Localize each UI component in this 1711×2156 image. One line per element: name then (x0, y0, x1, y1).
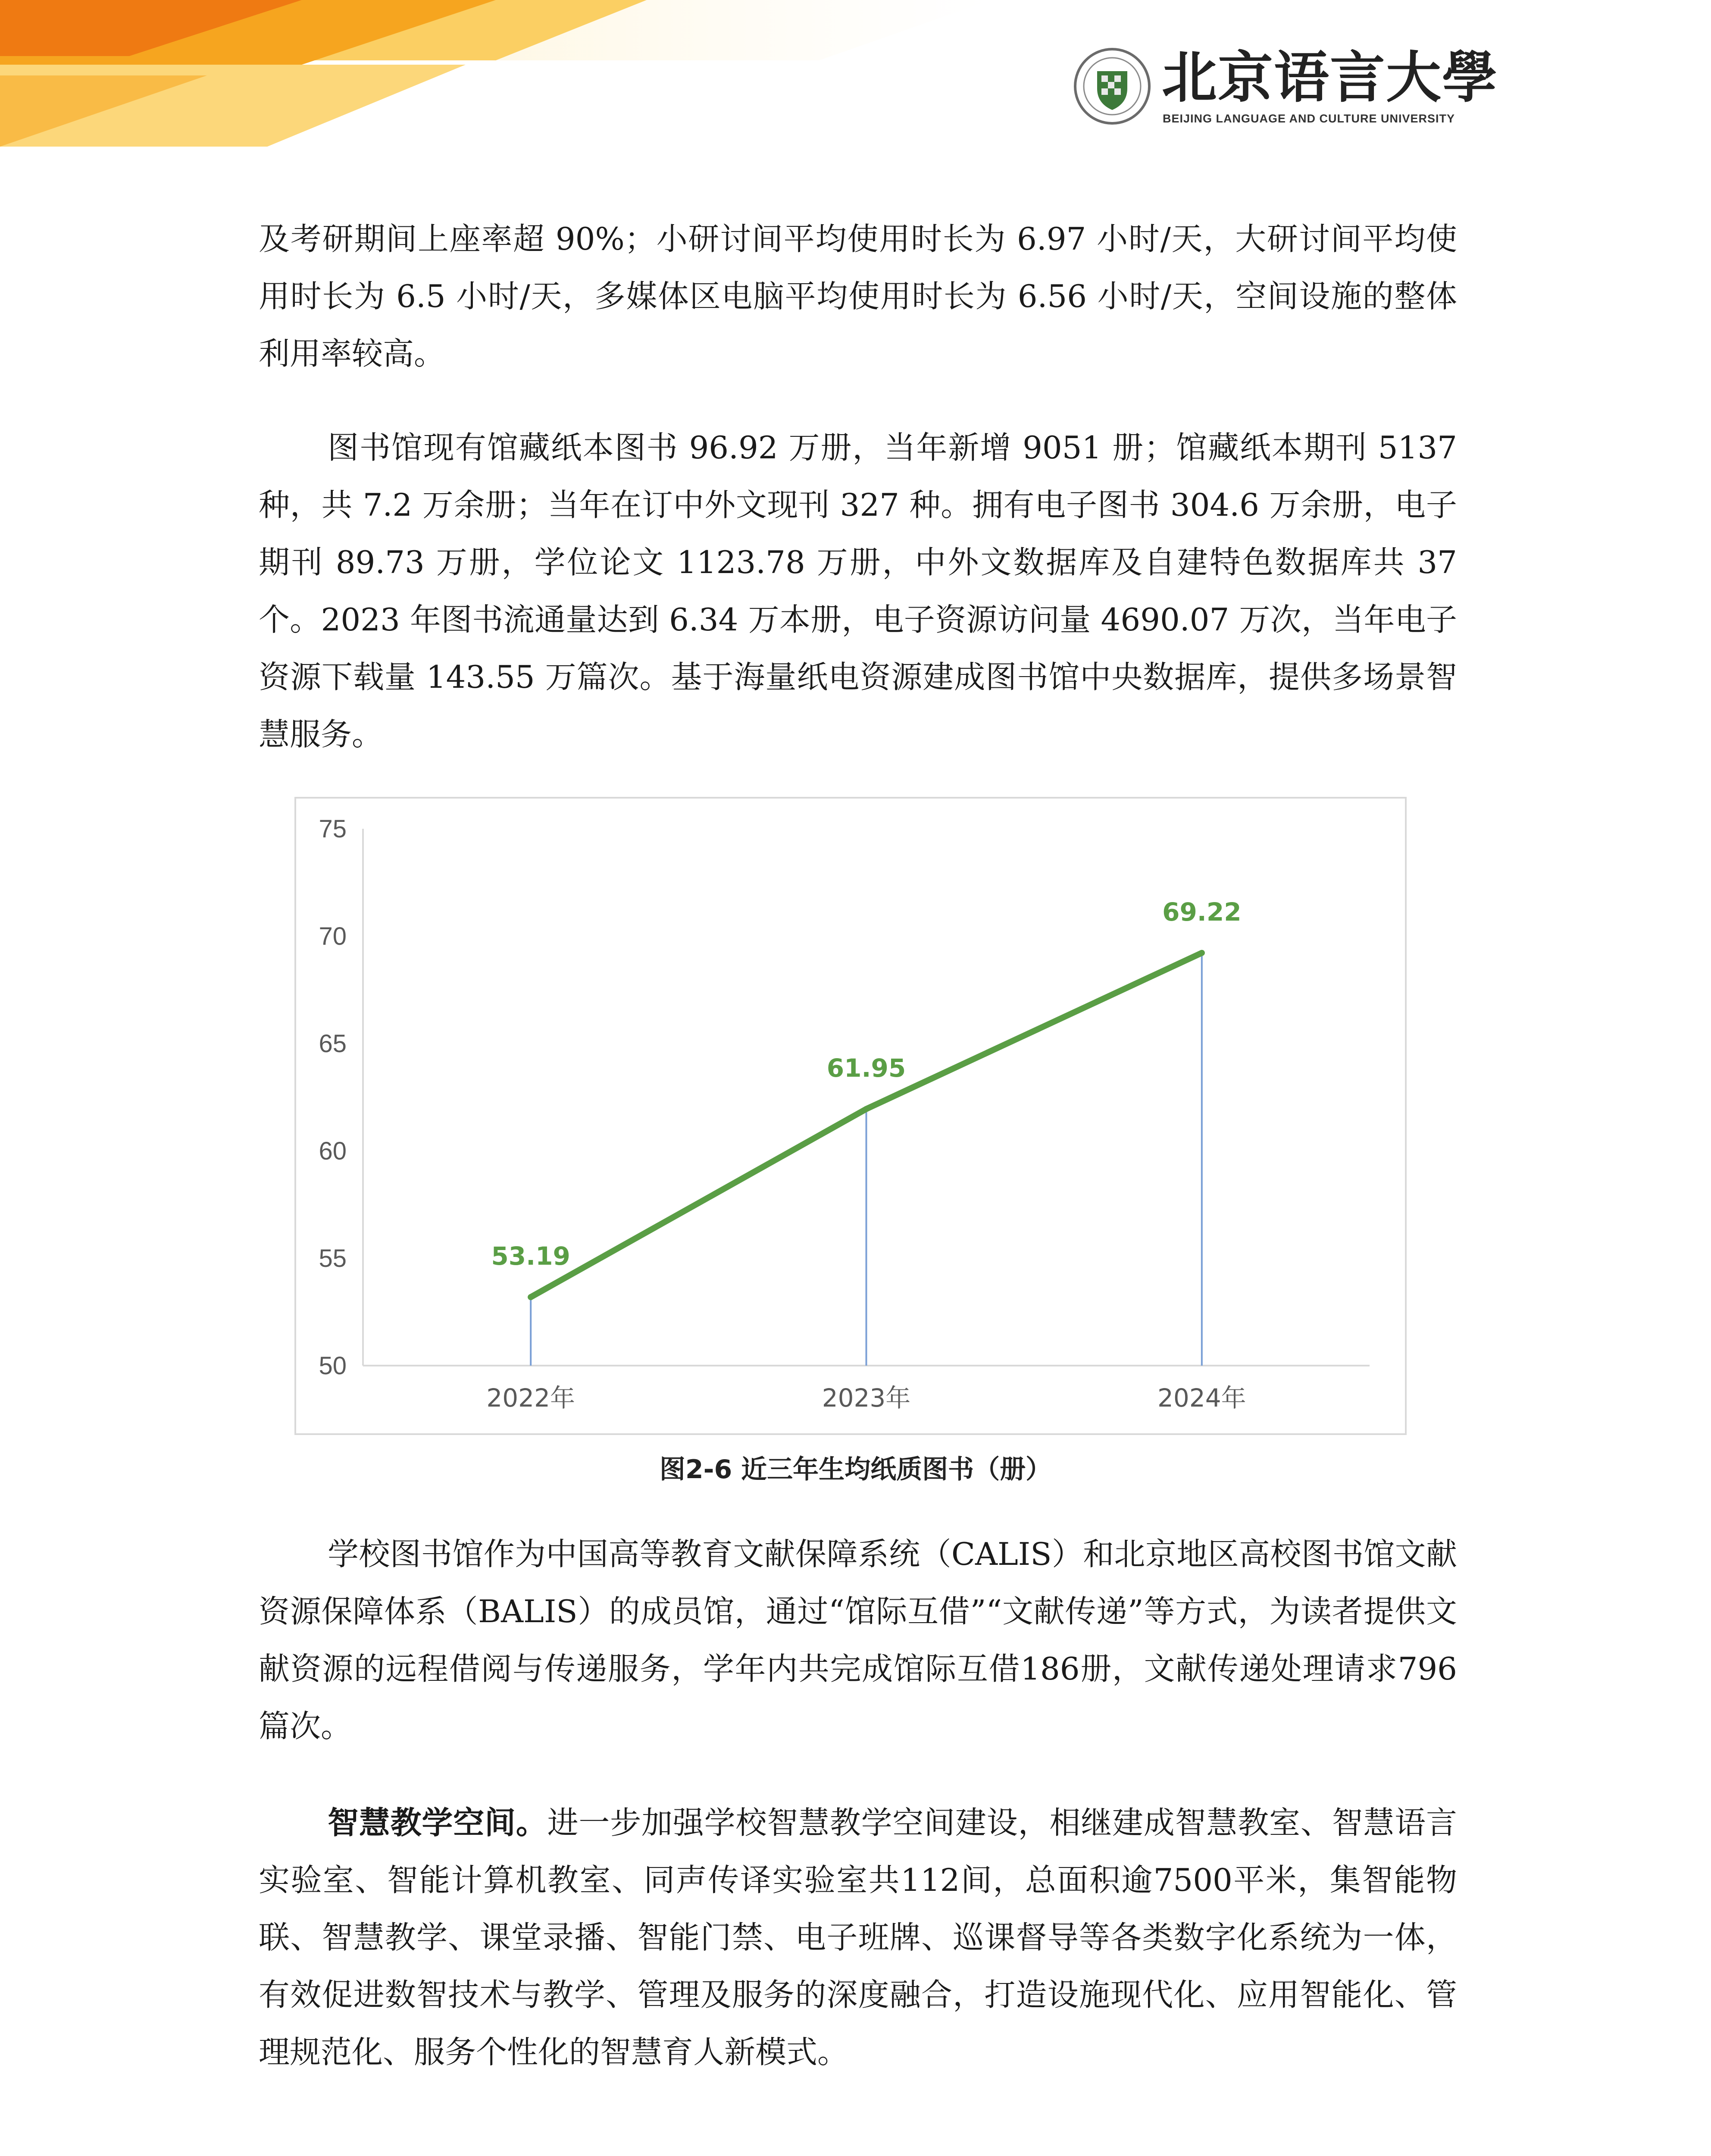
university-seal-icon (1073, 47, 1151, 125)
y-tick-label: 70 (319, 922, 347, 950)
y-tick-label: 50 (319, 1352, 347, 1380)
data-point (863, 1106, 870, 1112)
x-tick-label: 2024年 (1157, 1383, 1246, 1413)
chart-frame (294, 797, 1407, 1435)
logo-english-name: BEIJING LANGUAGE AND CULTURE UNIVERSITY (1163, 112, 1455, 125)
logo-chinese-name: 北京语言大學 (1162, 45, 1498, 110)
data-label: 69.22 (1162, 897, 1242, 927)
paragraph-space-usage: 及考研期间上座率超 90%；小研讨间平均使用时长为 6.97 小时/天，大研讨间平均使用时长为 6.5 小时/天，多媒体区电脑平均使用时长为 6.56 小时/天，空间设施的整体利用率较高。 (259, 221, 1457, 372)
data-label: 61.95 (826, 1053, 906, 1083)
paragraph-body: 进一步加强学校智慧教学空间建设，相继建成智慧教室、智慧语言实验室、智能计算机教室、同声传译实验室共112间，总面积逾7500平米，集智能物联、智慧教学、课堂录播、智能门禁、电子班牌、巡课督导等各类数字化系统为一体，有效促进数智技术与教学、管理及服务的深度融合，打造设施现代化、应用智能化、管理规范化、服务个性化的智慧育人新模式。 (259, 1805, 1457, 2070)
paragraph-smart-teaching (259, 1794, 1457, 2081)
x-tick-label: 2022年 (486, 1383, 575, 1413)
x-tick-label: 2023年 (822, 1383, 911, 1413)
y-tick-label: 65 (319, 1030, 347, 1058)
data-point (1199, 950, 1205, 956)
y-tick-label: 75 (319, 815, 347, 843)
y-tick-label: 60 (319, 1137, 347, 1165)
figure-caption: 图2-6 近三年生均纸质图书（册） (659, 1454, 1052, 1485)
data-label: 53.19 (491, 1241, 570, 1271)
data-point (528, 1294, 534, 1300)
university-logo (1073, 43, 1498, 134)
y-tick-label: 55 (319, 1244, 347, 1272)
line-chart (296, 799, 1405, 1433)
section-lead-title: 智慧教学空间。 (328, 1804, 547, 1841)
paragraph-collection: 图书馆现有馆藏纸本图书 96.92 万册，当年新增 9051 册；馆藏纸本期刊 5137 种，共 7.2 万余册；当年在订中外文现刊 327 种。拥有电子图书 304.6 万余册，电子期刊 89.73 万册，学位论文 1123.78 万册，中外文数据库及自建特色数据库共 37 个。2023 年图书流通量达到 6.34 万本册，电子资源访问量 4690.07 万次，当年电子资源下载量 143.55 万篇次。基于海量纸电资源建成图书馆中央数据库，提供多场景智慧服务。 (259, 429, 1457, 752)
paragraph-interlibrary: 学校图书馆作为中国高等教育文献保障系统（CALIS）和北京地区高校图书馆文献资源保障体系（BALIS）的成员馆，通过“馆际互借”“文献传递”等方式，为读者提供文献资源的远程借阅与传递服务，学年内共完成馆际互借186册，文献传递处理请求796篇次。 (259, 1536, 1457, 1744)
